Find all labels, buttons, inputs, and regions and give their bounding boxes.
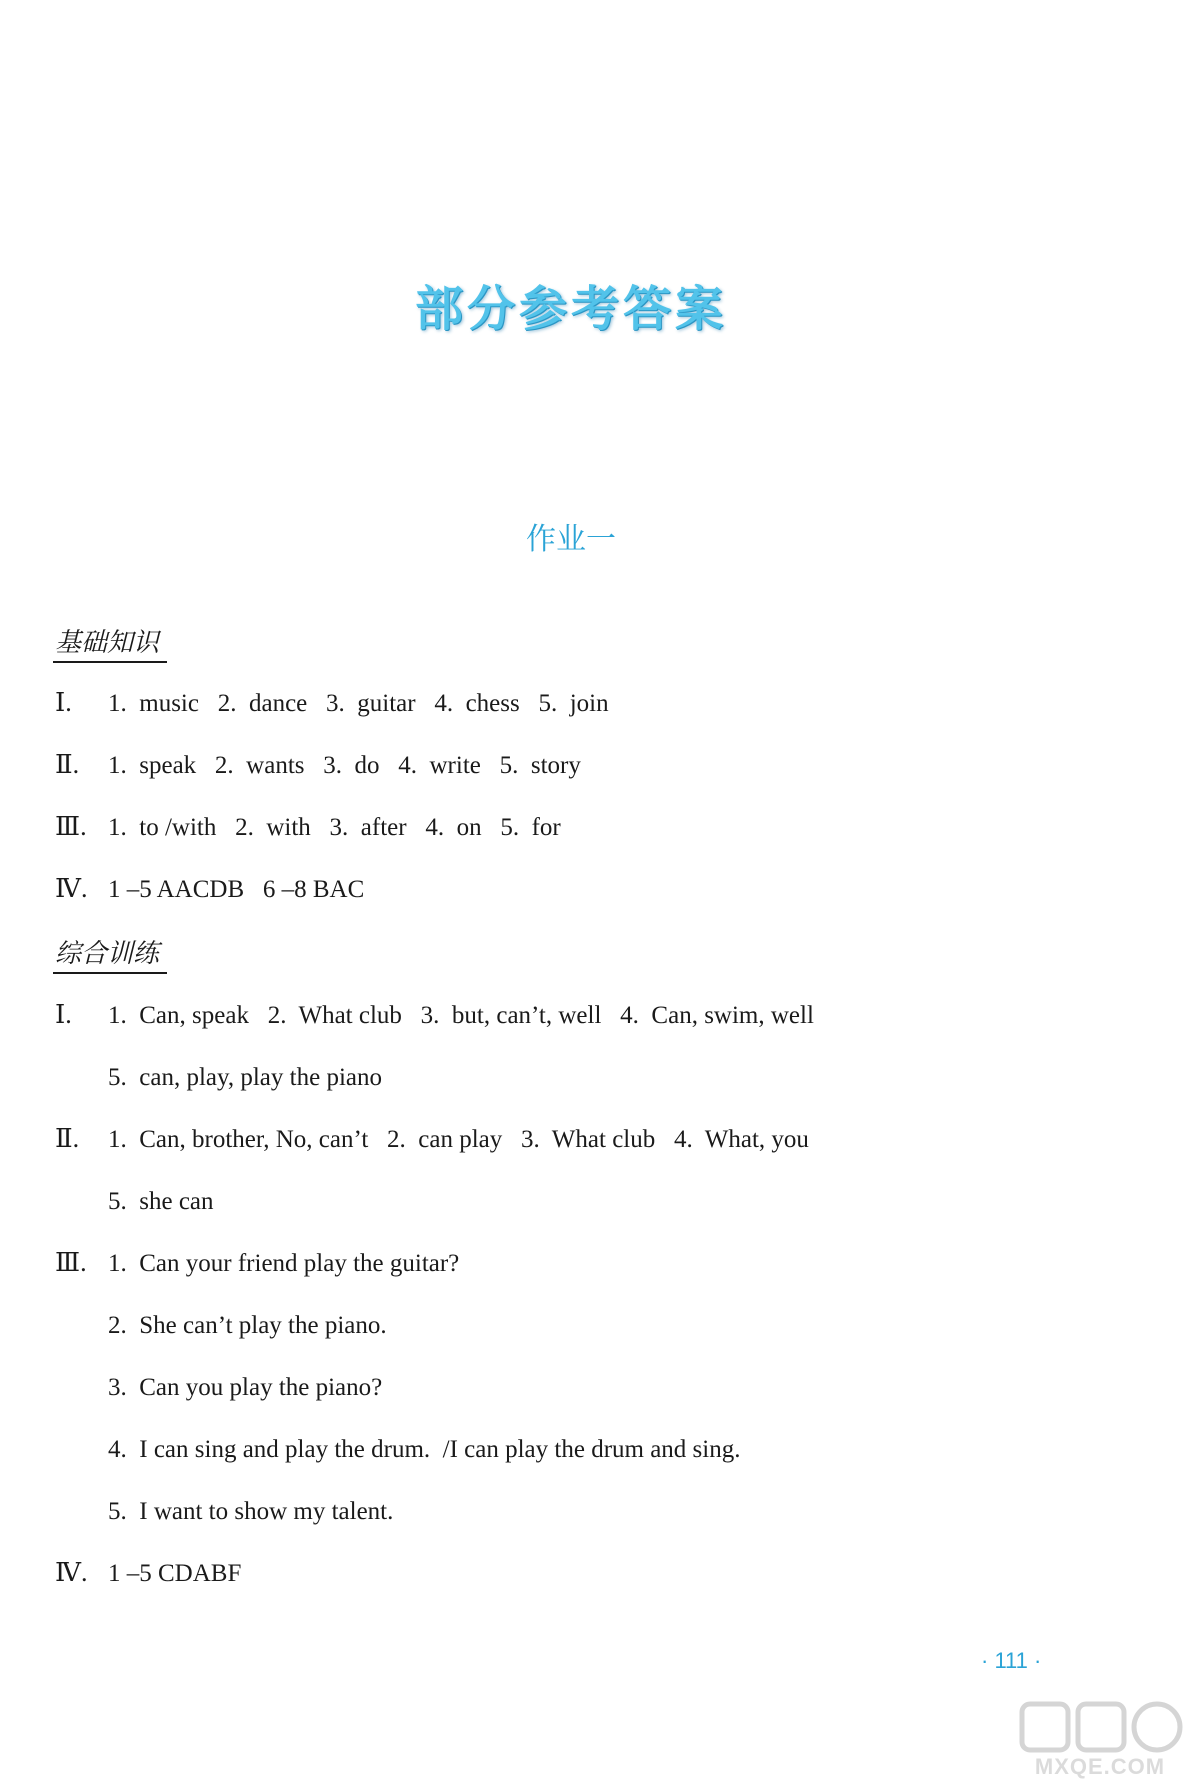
comp-q2-answers-line2: 5. she can [108, 1188, 214, 1215]
comp-q1-answers-line1: 1. Can, speak 2. What club 3. but, can’t, well 4. Can, swim, well [108, 1002, 814, 1029]
watermark-logo [1010, 1698, 1190, 1788]
basic-q4-answers: 1 –5 AACDB 6 –8 BAC [108, 876, 365, 903]
basic-q2-answers: 1. speak 2. wants 3. do 4. write 5. story [108, 752, 581, 779]
basic-q1-answers: 1. music 2. dance 3. guitar 4. chess 5. join [108, 690, 609, 717]
basic-q3-answers: 1. to /with 2. with 3. after 4. on 5. for [108, 814, 561, 841]
basic-q3-number: Ⅲ. [55, 812, 87, 841]
basic-q4-number: Ⅳ. [55, 874, 88, 903]
comp-q3-sentence-5: 5. I want to show my talent. [108, 1498, 394, 1525]
comp-q2-answers-line1: 1. Can, brother, No, can’t 2. can play 3. What club 4. What, you [108, 1126, 809, 1153]
comp-q3-sentence-2: 2. She can’t play the piano. [108, 1312, 387, 1339]
section-heading-comprehensive: 综合训练 [53, 933, 167, 974]
watermark-icon [1010, 1698, 1190, 1758]
basic-q1-number: Ⅰ. [55, 688, 72, 717]
comp-q4-answers: 1 –5 CDABF [108, 1560, 242, 1587]
comp-q3-number: Ⅲ. [55, 1248, 87, 1277]
page-title: 部分参考答案 [414, 281, 727, 337]
comp-q3-sentence-1: 1. Can your friend play the guitar? [108, 1250, 460, 1277]
basic-q2-number: Ⅱ. [55, 750, 80, 779]
comp-q3-sentence-4: 4. I can sing and play the drum. /I can play the drum and sing. [108, 1436, 741, 1463]
page-number: · 111 · [981, 1648, 1042, 1673]
section-heading-basic: 基础知识 [53, 622, 167, 663]
comp-q1-answers-line2: 5. can, play, play the piano [108, 1064, 382, 1091]
watermark-text: MXQE.COM [1034, 1754, 1166, 1779]
assignment-title: 作业一 [526, 522, 616, 557]
comp-q3-sentence-3: 3. Can you play the piano? [108, 1374, 383, 1401]
comp-q4-number: Ⅳ. [55, 1558, 88, 1587]
comp-q1-number: Ⅰ. [55, 1000, 72, 1029]
comp-q2-number: Ⅱ. [55, 1124, 80, 1153]
